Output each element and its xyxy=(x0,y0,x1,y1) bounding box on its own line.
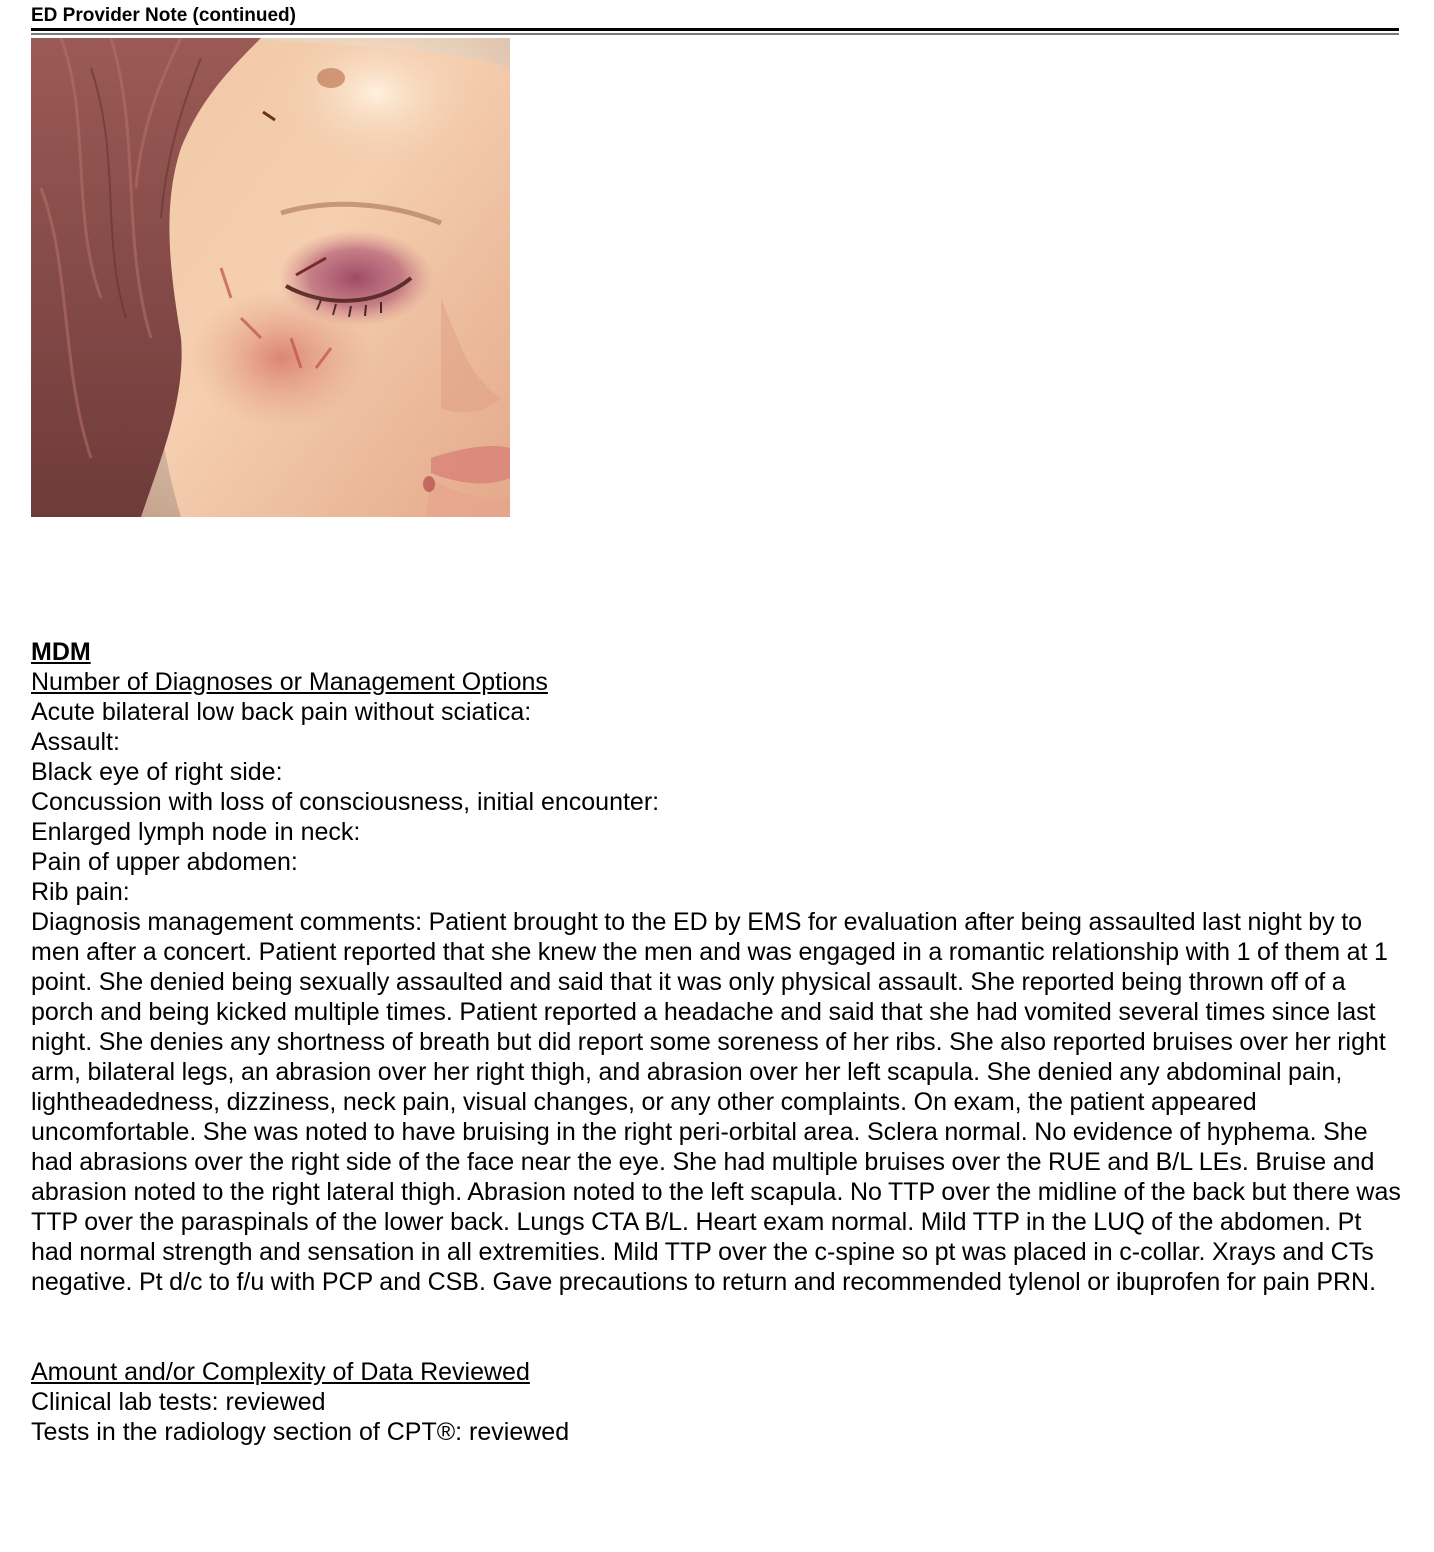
data-reviewed-heading: Amount and/or Complexity of Data Reviewed xyxy=(31,1358,530,1386)
diagnosis-management-comments: Diagnosis management comments: Patient brought to the ED by EMS for evaluation after being assaulted last night by to men after a concert. Patient reported that she knew the men and was engaged in a romantic relationship with 1 of them at 1 point. She denied being sexually assaulted and said that it was only physical assault. She reported being thrown off of a porch and being kicked multiple times. Patient reported a headache and said that she had vomited several times since last night. She denies any shortness of breath but did report some soreness of her ribs. She also reported bruises over her right arm, bilateral legs, an abrasion over her right thigh, and abrasion over her left scapula. She denied any abdominal pain, lightheadedness, dizziness, neck pain, visual changes, or any other complaints. On exam, the patient appeared uncomfortable. She was noted to have bruising in the right peri-orbital area. Sclera normal. No evidence of hyphema. She had abrasions over the right side of the face near the eye. She had multiple bruises over the RUE and B/L LEs. Bruise and abrasion noted to the right lateral thigh. Abrasion noted to the left scapula. No TTP over the midline of the back but there was TTP over the paraspinals of the lower back. Lungs CTA B/L. Heart exam normal. Mild TTP in the LUQ of the abdomen. Pt had normal strength and sensation in all extremities. Mild TTP over the c-spine so pt was placed in c-collar. Xrays and CTs negative. Pt d/c to f/u with PCP and CSB. Gave precautions to return and recommended tylenol or ibuprofen for pain PRN. xyxy=(31,908,1401,1296)
patient-face-photo xyxy=(31,38,510,517)
diagnoses-heading: Number of Diagnoses or Management Options xyxy=(31,668,548,696)
page-header-title: ED Provider Note (continued) xyxy=(31,5,296,26)
diagnosis-item: Acute bilateral low back pain without sciatica: xyxy=(31,698,532,726)
diagnosis-item: Black eye of right side: xyxy=(31,758,283,786)
diagnosis-item: Concussion with loss of consciousness, initial encounter: xyxy=(31,788,660,816)
diagnosis-item: Enlarged lymph node in neck: xyxy=(31,818,361,846)
header-divider xyxy=(31,28,1399,31)
section-spacer xyxy=(31,1297,1403,1357)
mdm-heading: MDM xyxy=(31,638,91,666)
data-reviewed-item: Clinical lab tests: reviewed xyxy=(31,1388,326,1416)
diagnosis-item: Rib pain: xyxy=(31,878,130,906)
header-divider-secondary xyxy=(31,33,1399,35)
diagnosis-item: Pain of upper abdomen: xyxy=(31,848,298,876)
data-reviewed-item: Tests in the radiology section of CPT®: reviewed xyxy=(31,1418,570,1446)
mdm-section xyxy=(31,637,1403,1447)
diagnosis-item: Assault: xyxy=(31,728,120,756)
